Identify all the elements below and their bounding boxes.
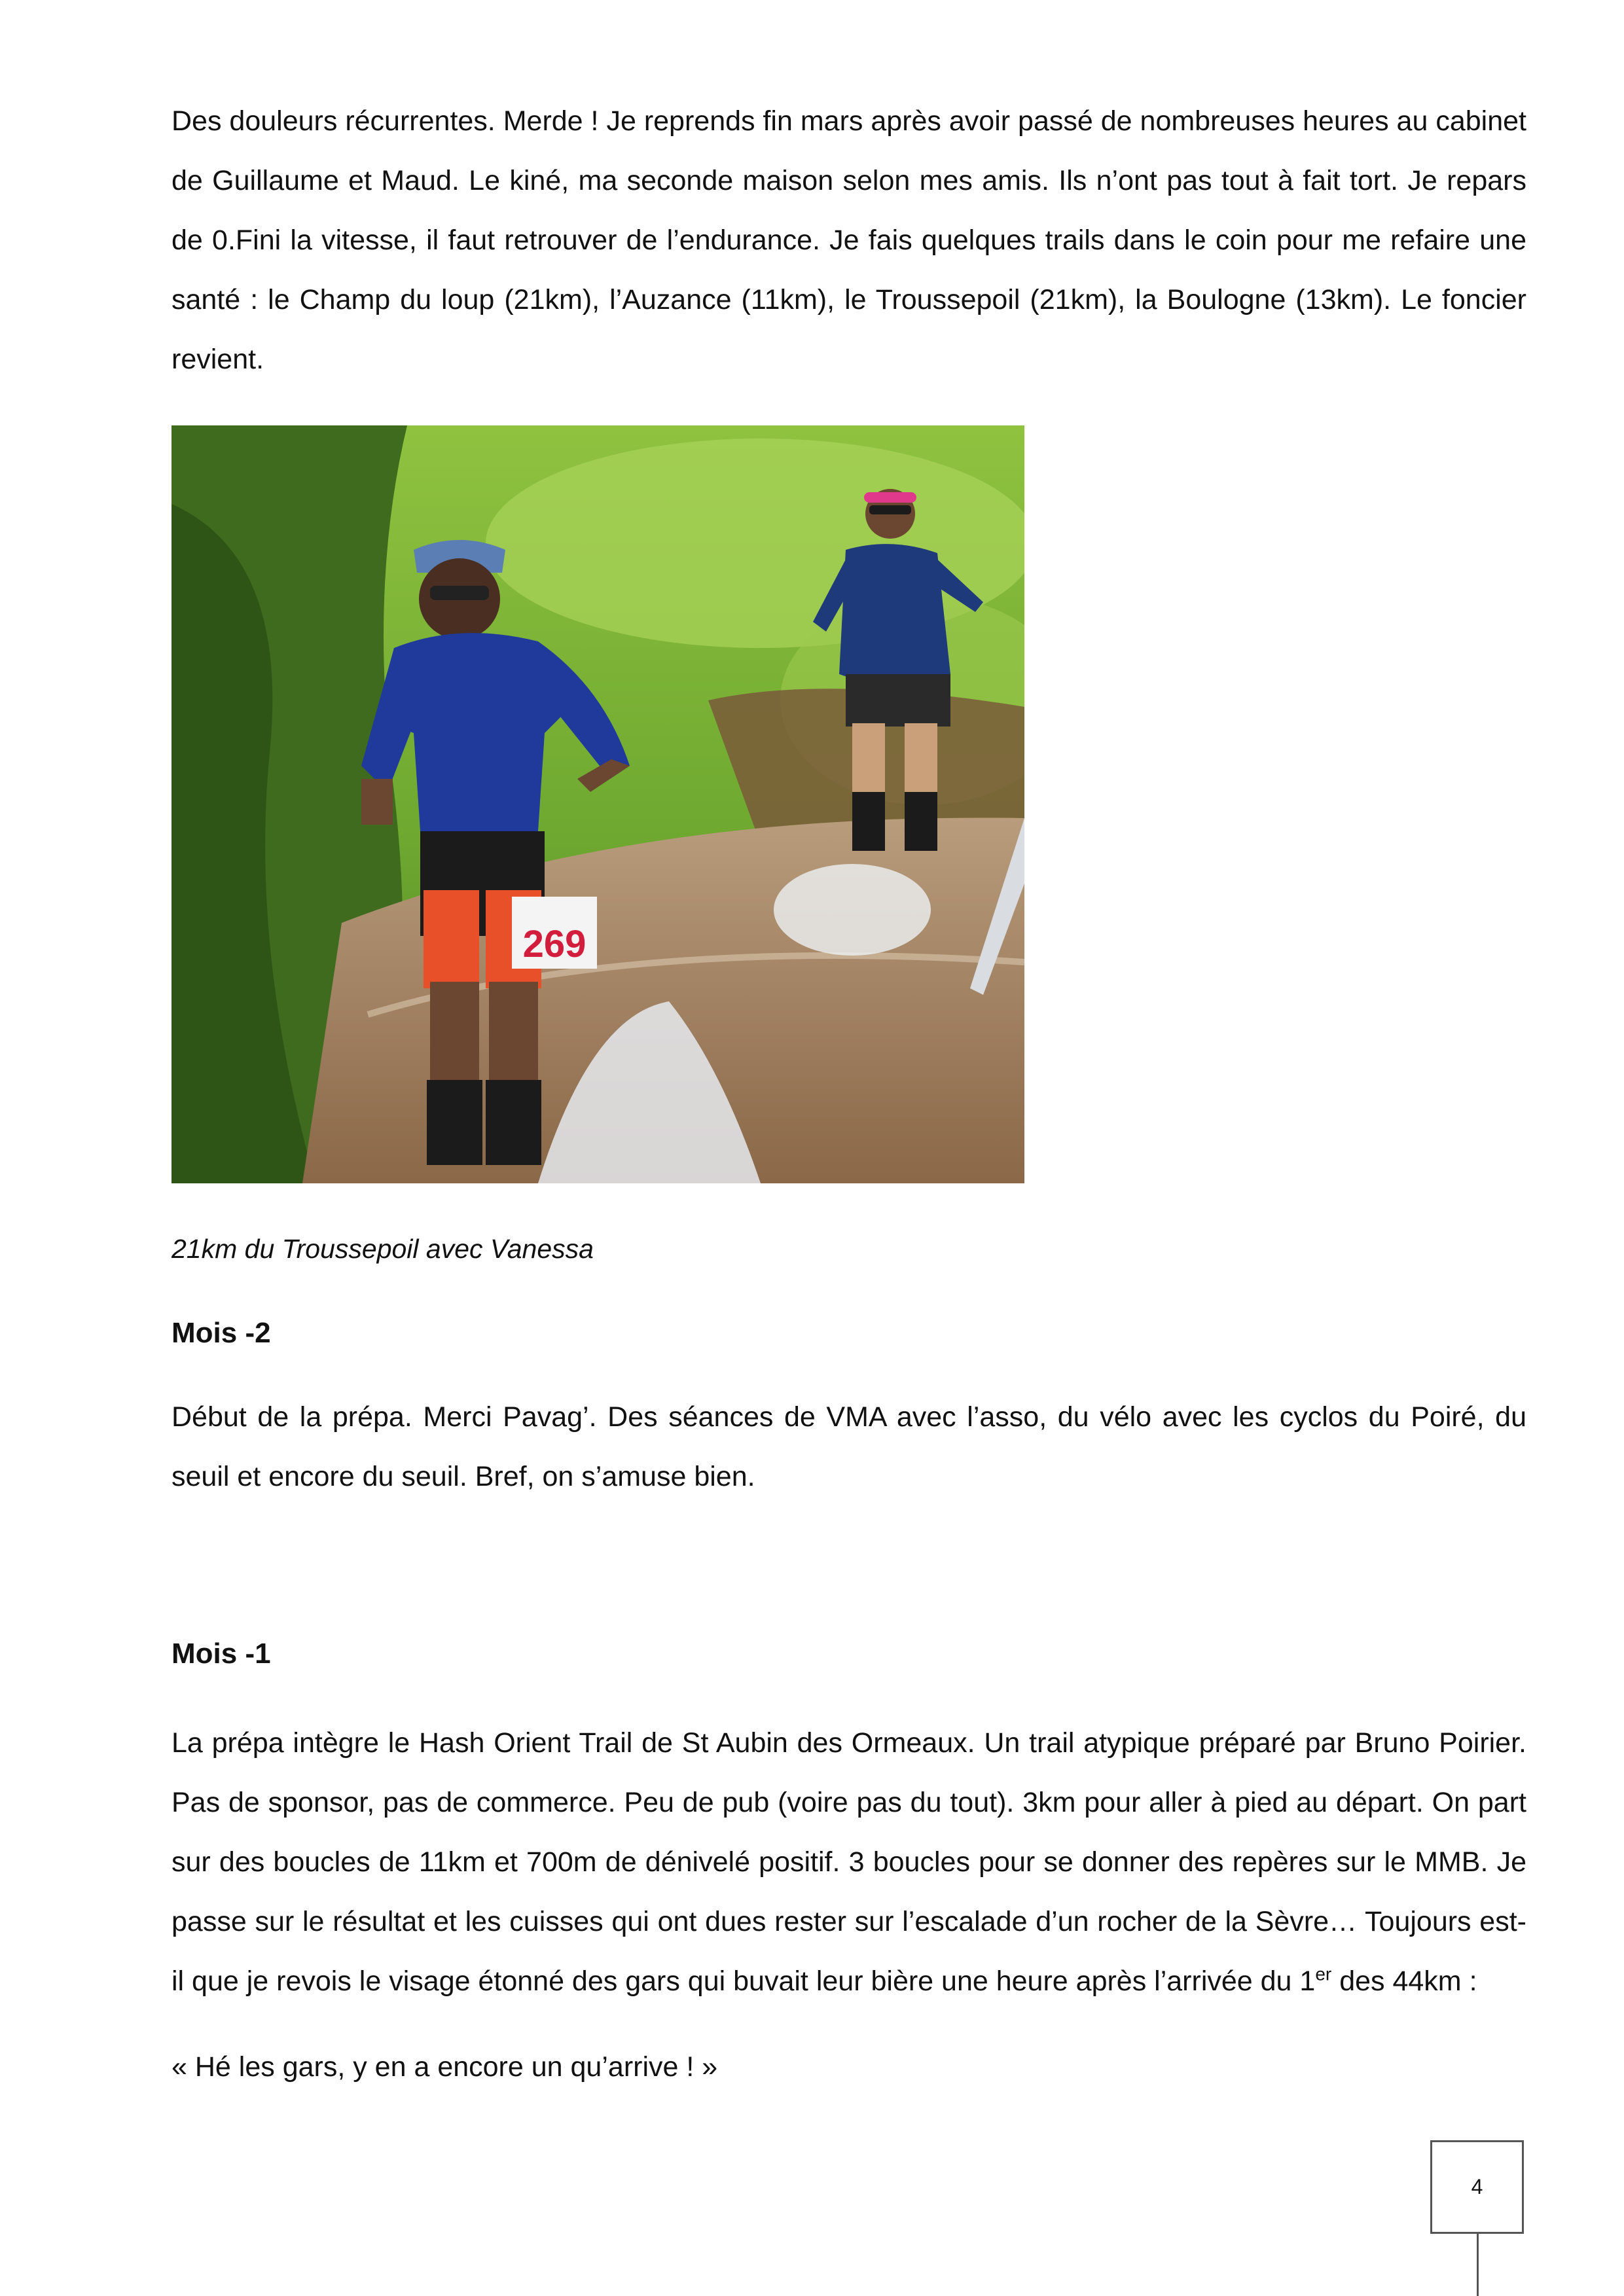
mois-1-text-before: La prépa intègre le Hash Orient Trail de St Aubin des Ormeaux. Un trail atypique préparé par Bruno Poirier. Pas de sponsor, pas de commerce. Peu de pub (voire pas du tout). 3km pour aller à pied au départ. On part sur des boucles de 11km et 700m de dénivelé positif. 3 boucles pour se donner des repères sur le MMB. Je passe sur le résultat et les cuisses qui ont dues rester sur l’escalade d’un rocher de la Sèvre… Toujours est-il que je revois le visage étonné des gars qui buvait leur bière une heure après l’arrivée du 1 bbox=[171, 1727, 1526, 1997]
intro-block bbox=[171, 92, 1526, 389]
mois-1-superscript: er bbox=[1315, 1964, 1332, 1984]
mois-2-block bbox=[171, 1388, 1526, 1507]
heading-mois-1: Mois -1 bbox=[171, 1638, 271, 1670]
bib-number: 269 bbox=[522, 923, 586, 965]
photo-caption: 21km du Troussepoil avec Vanessa bbox=[171, 1234, 594, 1264]
intro-paragraph: Des douleurs récurrentes. Merde ! Je reprends fin mars après avoir passé de nombreuses heures au cabinet de Guillaume et Maud. Le kiné, ma seconde maison selon mes amis. Ils n’ont pas tout à fait tort. Je repars de 0.Fini la vitesse, il faut retrouver de l’endurance. Je fais quelques trails dans le coin pour me refaire une santé : le Champ du loup (21km), l’Auzance (11km), le Troussepoil (21km), la Boulogne (13km). Le foncier revient. bbox=[171, 105, 1526, 375]
page-number: 4 bbox=[1471, 2175, 1483, 2198]
mois-2-paragraph: Début de la prépa. Merci Pavag’. Des séances de VMA avec l’asso, du vélo avec les cyclos du Poiré, du seuil et encore du seuil. Bref, on s’amuse bien. bbox=[171, 1401, 1526, 1492]
page-number-box bbox=[1430, 2140, 1524, 2234]
mois-1-paragraph bbox=[171, 1713, 1526, 2011]
trail-photo bbox=[171, 425, 1024, 1183]
quote-line: « Hé les gars, y en a encore un qu’arrive ! » bbox=[171, 2051, 718, 2083]
page-number-connector bbox=[1477, 2234, 1479, 2296]
heading-mois-2: Mois -2 bbox=[171, 1317, 271, 1349]
mois-1-text-after: des 44km : bbox=[1331, 1965, 1477, 1997]
mois-1-block bbox=[171, 1713, 1526, 2097]
